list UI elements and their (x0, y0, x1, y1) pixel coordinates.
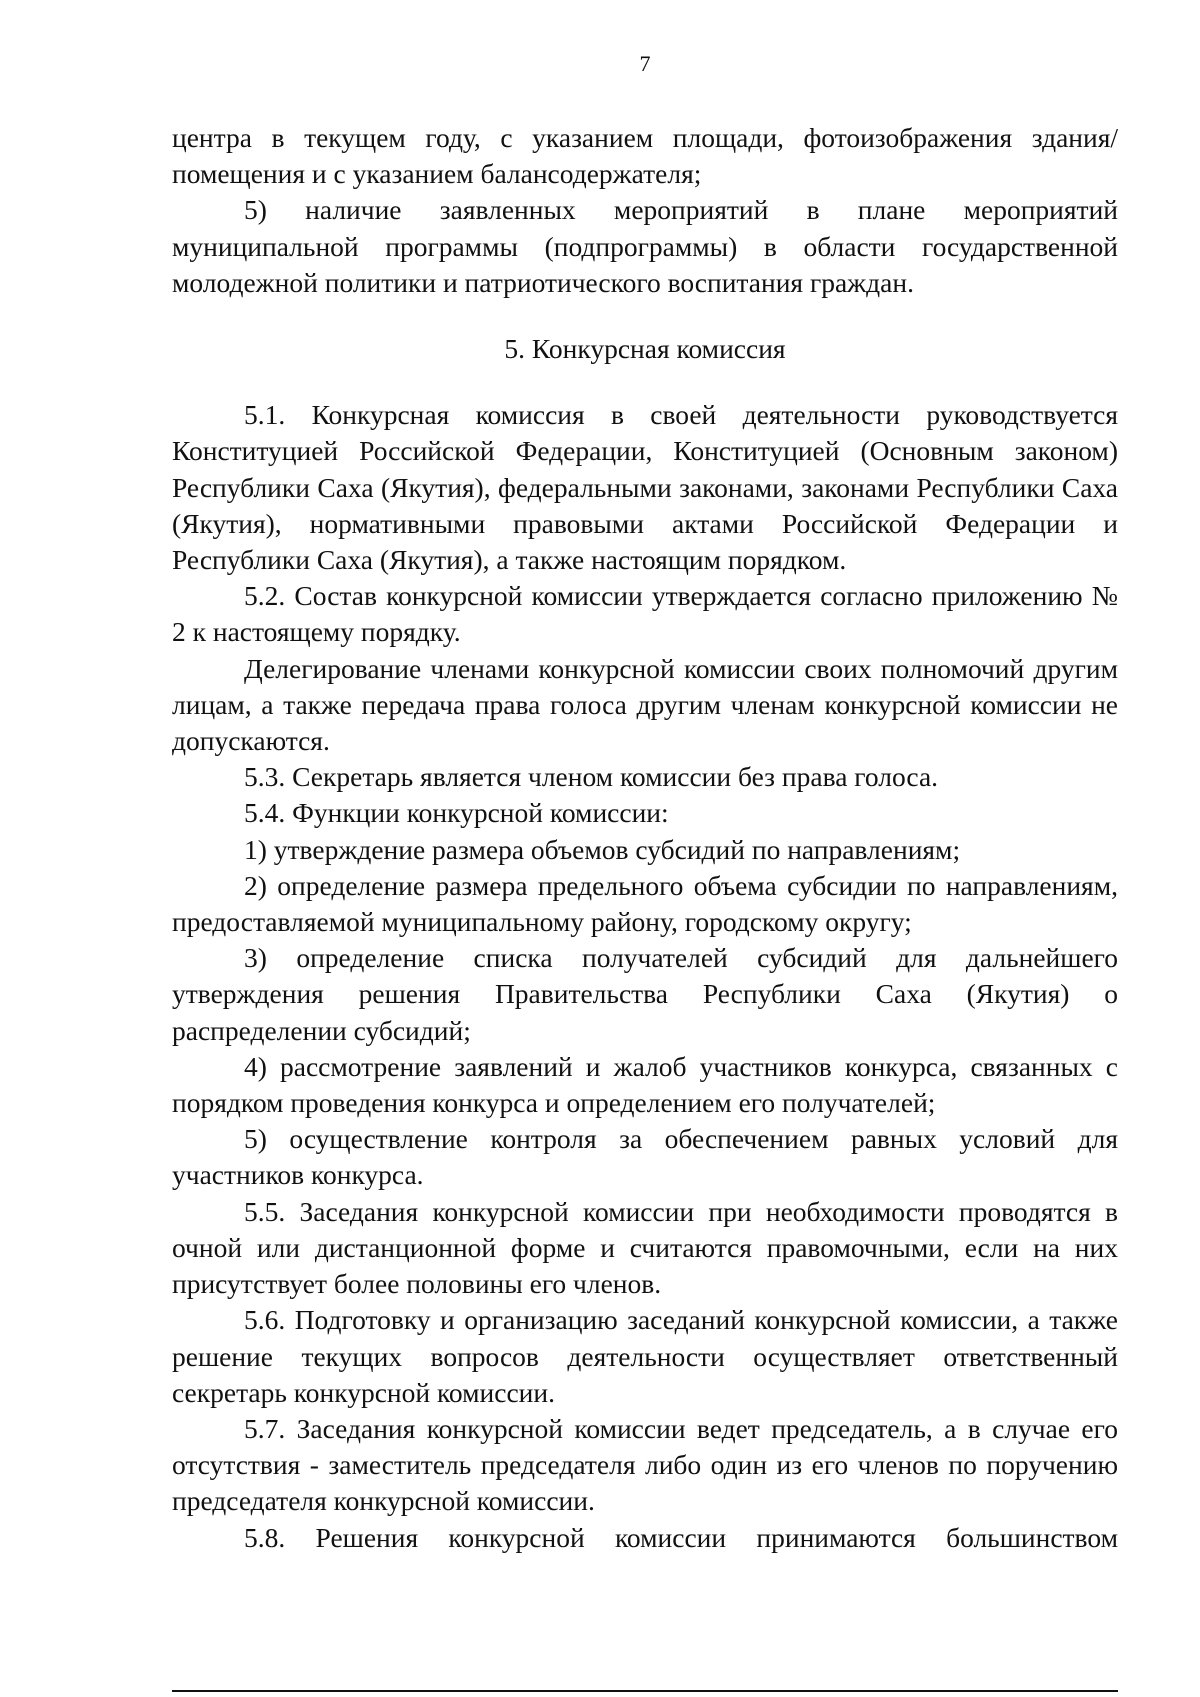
paragraph-5-3: 5.3. Секретарь является членом комиссии без права голоса. (244, 761, 939, 793)
paragraph-5-6: 5.6. Подготовку и организацию заседаний конкурсной комиссии, а также решение текущих вопросов деятельности осуществляет ответственный секретарь конкурсной комиссии. (172, 1304, 1118, 1408)
section-heading-competition-commission: 5. Конкурсная комиссия (504, 333, 786, 365)
paragraph-5-7: 5.7. Заседания конкурсной комиссии ведет председатель, а в случае его отсутствия - заместитель председателя либо один из его членов по поручению председателя конкурсной комиссии. (172, 1412, 1118, 1517)
paragraph-5-4: 5.4. Функции конкурсной комиссии: (244, 797, 669, 829)
function-item-4: 4) рассмотрение заявлений и жалоб участников конкурса, связанных с порядком проведения конкурса и определением его получателей; (172, 1050, 1118, 1119)
paragraph-center-building: центра в текущем году, с указанием площади, фотоизображения здания/помещения и с указанием балансодержателя; (172, 122, 1118, 190)
paragraph-5-5: 5.5. Заседания конкурсной комиссии при необходимости проводятся в очной или дистанционной форме и считаются правомочными, если на них присутствует более половины его членов. (172, 1195, 1118, 1300)
paragraph-5-8: 5.8. Решения конкурсной комиссии принимаются большинством (244, 1521, 1118, 1553)
paragraph-item-5-activities: 5) наличие заявленных мероприятий в плане мероприятий муниципальной программы (подпрограммы) в области государственной молодежной политики и патриотического воспитания граждан. (172, 194, 1118, 298)
function-item-1: 1) утверждение размера объемов субсидий по направлениям; (244, 833, 961, 865)
paragraph-5-1: 5.1. Конкурсная комиссия в своей деятельности руководствуется Конституцией Российской Федерации, Конституцией (Основным законом) Республики Саха (Якутия), федеральными законами, законами Республики Саха (Якутия), нормативными правовыми актами Российской Федерации и Республики Саха (Якутия), а также настоящим порядком. (172, 399, 1118, 576)
footer-divider (172, 1690, 1118, 1692)
paragraph-5-2: 5.2. Состав конкурсной комиссии утверждается согласно приложению № 2 к настоящему порядку. (172, 580, 1118, 648)
page-number: 7 (639, 51, 651, 76)
paragraph-delegation: Делегирование членами конкурсной комиссии своих полномочий другим лицам, а также передача права голоса другим членам конкурсной комиссии не допускаются. (172, 652, 1118, 757)
function-item-5: 5) осуществление контроля за обеспечением равных условий для участников конкурса. (172, 1123, 1118, 1191)
function-item-3: 3) определение списка получателей субсидий для дальнейшего утверждения решения Правительства Республики Саха (Якутия) о распределении субсидий; (172, 942, 1118, 1046)
function-item-2: 2) определение размера предельного объема субсидии по направлениям, предоставляемой муниципальному району, городскому округу; (172, 869, 1118, 938)
document-body (172, 120, 1118, 1556)
